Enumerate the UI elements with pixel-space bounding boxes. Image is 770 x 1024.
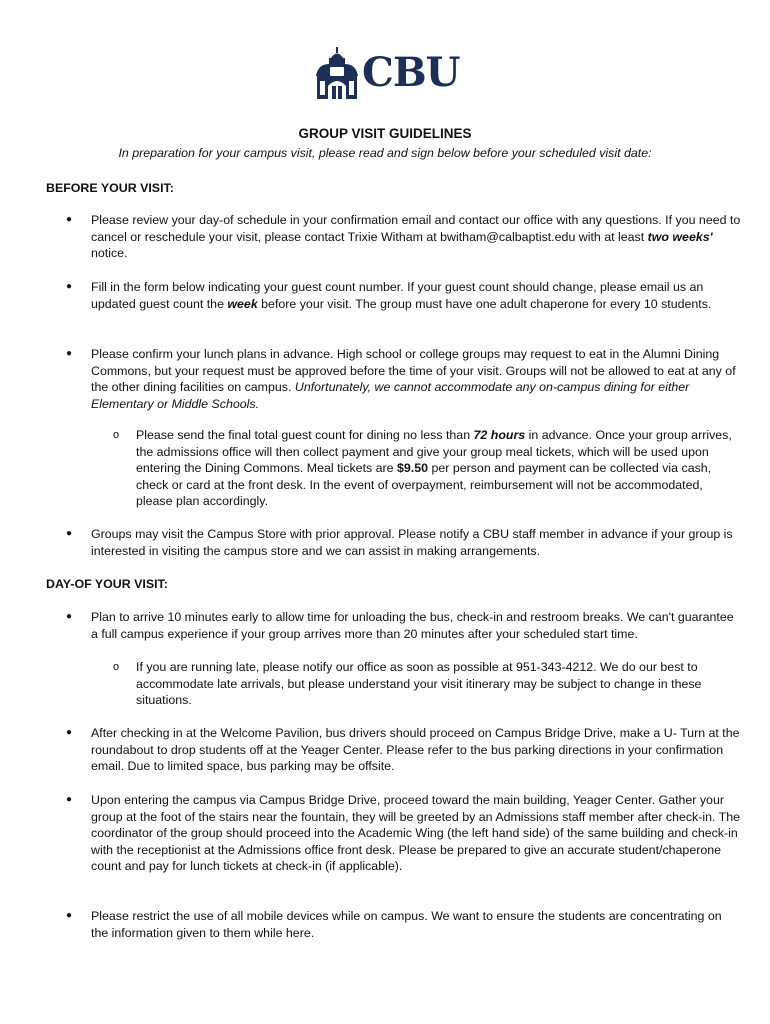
item-text: Please review your day-of schedule in your confirmation email and contact our office with any questions. If you need to cancel or reschedule your visit, please contact Trixie Witham at bwitham@calbaptist.edu with at least [91,213,741,244]
list-item: Plan to arrive 10 minutes early to allow time for unloading the bus, check-in and restroom breaks. We can't guarantee a full campus experience if your group arrives more than 20 minutes after your scheduled start time. [91,610,734,641]
meal-ticket-price: $9.50 [397,461,429,476]
bullet-icon: ● [66,611,73,622]
bullet-icon: ● [66,910,73,921]
section-heading-dayof: DAY-OF YOUR VISIT: [46,577,168,591]
bell-tower-icon [314,46,360,100]
sub-list-item: If you are running late, please notify our office as soon as possible at 951-343-4212. We do our best to accommodate late arrivals, but please understand your visit itinerary may be subject to change in these situations. [136,660,702,708]
list-item [91,212,741,262]
sub-bullet-icon: o [113,429,120,441]
item-text: Please send the final total guest count for dining no less than [136,428,474,442]
list-item: Groups may visit the Campus Store with prior approval. Please notify a CBU staff member in advance if your group is interested in visiting the campus store and we can assist in making arrangements. [91,527,733,558]
item-emphasis: week [227,296,258,311]
bullet-icon: ● [66,214,73,225]
item-italic-note: Unfortunately, we cannot accommodate any on-campus dining for either Elementary or Middle Schools. [91,380,690,411]
item-text: Please confirm your lunch plans in advance. High school or college groups may request to eat in the Alumni Dining Commons, but your request must be approved before the time of your visit. Groups will not be allowed to eat at any of the other dining facilities on campus. [91,347,736,395]
bullet-icon: ● [66,528,73,539]
bullet-icon: ● [66,727,73,738]
item-text: before your visit. The group must have one adult chaperone for every 10 students. [257,296,712,311]
page-subtitle: In preparation for your campus visit, please read and sign below before your scheduled visit date: [118,146,652,160]
item-text: notice. [91,246,128,261]
list-item: After checking in at the Welcome Pavilion, bus drivers should proceed on Campus Bridge Drive, make a U- Turn at the roundabout to drop students off at the Yeager Center. Please refer to the bus parking directions in your confirmation email. Due to limited space, bus parking may be offsite. [91,726,740,774]
cbu-logo [314,46,460,100]
bullet-icon: ● [66,794,73,805]
list-item [91,346,741,412]
list-item [91,279,741,312]
item-text: per person and payment can be collected via cash, check or card at the front desk. In the event of overpayment, reimbursement will not be accommodated, please plan accordingly. [136,461,712,509]
list-item: Please restrict the use of all mobile devices while on campus. We want to ensure the students are concentrating on the information given to them while here. [91,909,722,940]
sub-bullet-icon: o [113,661,120,673]
bullet-icon: ● [66,348,73,359]
item-text: in advance. Once your group arrives, the admissions office will then collect payment and give your group meal tickets, which will be used upon entering the Dining Commons. Meal tickets are [136,428,732,476]
section-heading-before: BEFORE YOUR VISIT: [46,181,174,195]
sub-list-item [136,427,736,510]
bullet-icon: ● [66,281,73,292]
list-item: Upon entering the campus via Campus Bridge Drive, proceed toward the main building, Yeager Center. Gather your group at the foot of the stairs near the fountain, they will be greeted by an Admissions staff member after check-in. The coordinator of the group should proceed into the Academic Wing (the left hand side) of the same building and check-in with the receptionist at the Admissions office front desk. Please be prepared to give an accurate student/chaperone count and pay for lunch tickets at check-in (if applicable). [91,793,741,874]
page-title: GROUP VISIT GUIDELINES [298,126,472,141]
item-emphasis: two weeks' [647,229,713,244]
item-emphasis: 72 hours [473,428,526,442]
logo-wordmark: CBU [362,49,460,96]
item-text: Fill in the form below indicating your guest count number. If your guest count should change, please email us an updated guest count the [91,280,704,311]
